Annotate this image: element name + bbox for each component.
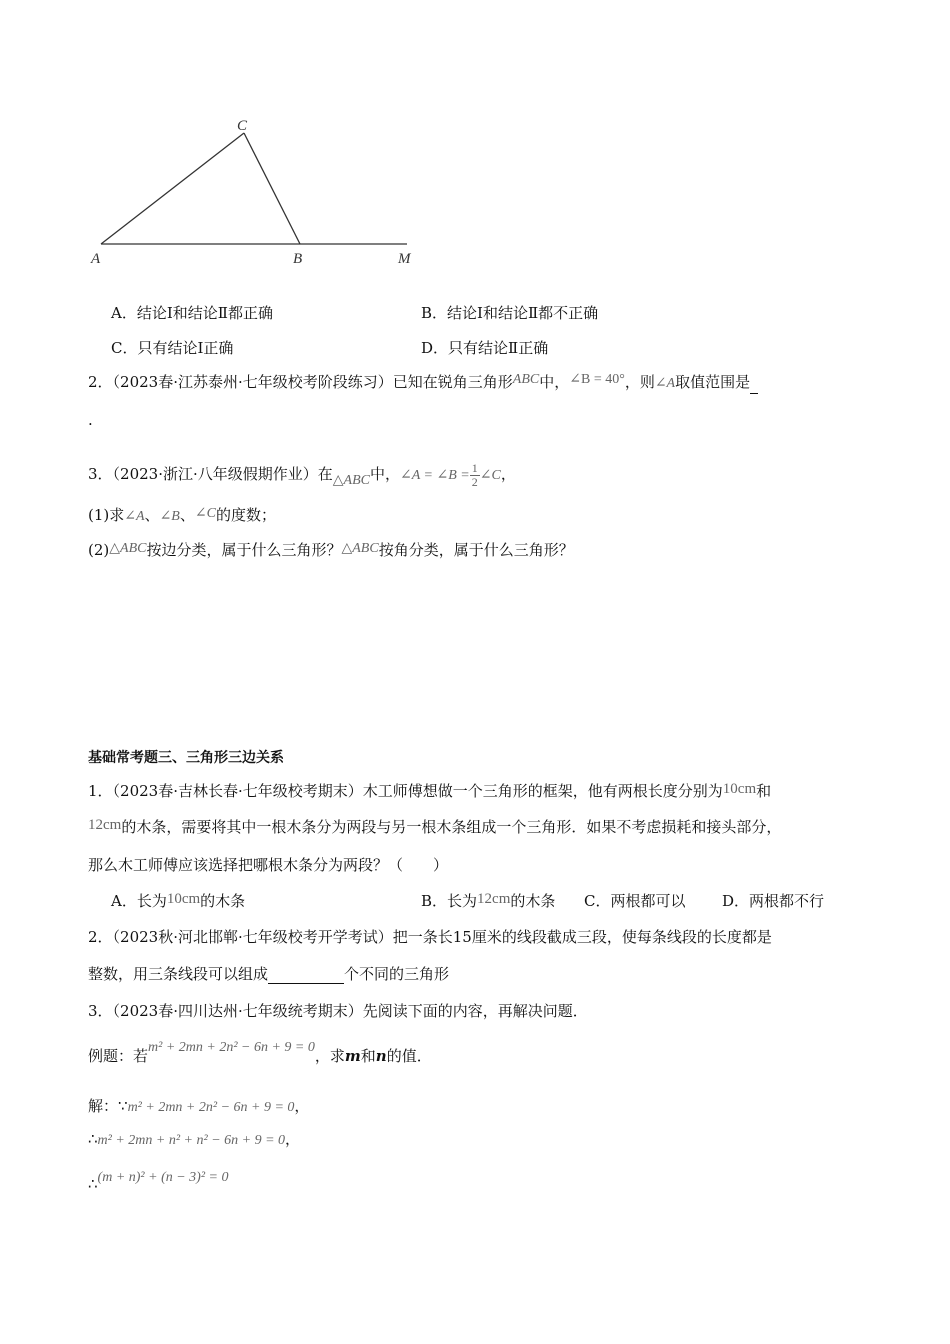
q3-text-1: 在 <box>317 465 333 483</box>
label-b: B <box>293 251 303 267</box>
s2-text-3: 个不同的三角形 <box>344 965 450 983</box>
s3-example-label: 例题：若 <box>88 1047 149 1065</box>
s2-line-2 <box>88 964 449 984</box>
option-c: C．只有结论Ⅰ正确 <box>111 339 234 357</box>
q3-sub1-sep-1: 、 <box>144 506 160 524</box>
therefore-symbol-2: ∴ <box>88 1175 98 1193</box>
s2-text-2: 整数，用三条线段可以组成 <box>88 965 269 983</box>
q3-sub1-angle-b: ∠B <box>159 509 180 524</box>
s1-line-2 <box>88 817 781 838</box>
s1-option-a-value: 10cm <box>166 891 201 907</box>
q3-subquestion-1 <box>88 505 276 527</box>
s1-option-b-pre: B．长为 <box>421 892 478 910</box>
triangle-figure <box>85 110 425 270</box>
question-3 <box>88 458 516 490</box>
q3-sub2-triangle-2: △ABC <box>341 541 379 556</box>
q3-sub2-text-2: 按角分类，属于什么三角形？ <box>378 541 574 559</box>
s1-text-1: 木工师傅想做一个三角形的框架，他有两根长度分别为 <box>362 782 723 800</box>
q3-subquestion-2 <box>88 540 574 562</box>
option-a: A．结论Ⅰ和结论Ⅱ都正确 <box>111 304 273 322</box>
q3-sub1-sep-2: 、 <box>179 506 195 524</box>
q3-fraction-numerator: 1 <box>471 460 478 475</box>
s3-text-1: 先阅读下面的内容，再解决问题． <box>362 1002 588 1020</box>
triangle-lines <box>101 133 407 244</box>
s3-line-1 <box>88 1001 588 1021</box>
q2-answer-blank[interactable] <box>750 375 758 394</box>
question-2 <box>88 372 758 394</box>
q3-sub2-text-1: 按边分类，属于什么三角形？ <box>146 541 342 559</box>
q3-sub1-end: 的度数； <box>215 506 276 524</box>
s1-option-c: C．两根都可以 <box>584 892 686 910</box>
label-c: C <box>237 118 248 134</box>
q3-math-triangle: △ABC <box>332 473 370 488</box>
s3-example-text-2: ，求 <box>314 1047 345 1065</box>
q2-text-4: 取值范围是 <box>675 373 751 391</box>
s1-option-a <box>111 891 245 912</box>
label-m: M <box>398 251 411 267</box>
q3-fraction <box>470 462 480 489</box>
option-b: B．结论Ⅰ和结论Ⅱ都不正确 <box>421 304 599 322</box>
q3-source: （2023·浙江·八年级假期作业） <box>112 465 318 483</box>
s1-source: （2023春·吉林长春·七年级校考期末） <box>112 782 363 800</box>
s2-text-1: 把一条长15厘米的线段截成三段，使每条线段的长度都是 <box>392 928 772 946</box>
q2-math-angle-b: ∠B = 40° <box>569 372 625 387</box>
q2-text-1: 已知在锐角三角形 <box>392 373 513 391</box>
q3-math-angle-c: ∠C <box>479 468 501 483</box>
s2-source: （2023秋·河北邯郸·七年级校考开学考试） <box>112 928 393 946</box>
s3-var-n: n <box>375 1047 387 1065</box>
q2-number: 2． <box>88 373 113 391</box>
s3-example-text-3: 的值． <box>386 1047 432 1065</box>
s3-solution-line-2 <box>88 1129 300 1151</box>
s3-solution-line-3 <box>88 1166 229 1193</box>
s1-option-a-pre: A．长为 <box>111 892 167 910</box>
q2-tail: . <box>88 411 93 429</box>
s3-solution-label: 解： <box>88 1097 119 1115</box>
s1-option-b <box>421 891 555 912</box>
therefore-symbol-1: ∴ <box>88 1130 98 1148</box>
s3-solution-line-1 <box>88 1096 309 1118</box>
q2-math-abc: ABC <box>512 372 540 387</box>
s3-example-equation: m² + 2mn + 2n² − 6n + 9 = 0 <box>148 1040 315 1055</box>
s3-and: 和 <box>360 1047 376 1065</box>
label-a: A <box>91 251 101 267</box>
s2-line-1 <box>88 927 772 947</box>
q3-sub2-triangle-1: △ABC <box>109 541 147 556</box>
q2-text-2: 中， <box>539 373 570 391</box>
option-d: D．只有结论Ⅱ正确 <box>421 339 549 357</box>
s2-number: 2． <box>88 928 113 946</box>
s3-var-m: m <box>344 1047 361 1065</box>
s1-number: 1． <box>88 782 113 800</box>
q3-text-3: ， <box>500 465 516 483</box>
q3-sub1-angle-a: ∠A <box>124 509 145 524</box>
q2-source: （2023春·江苏泰州·七年级校考阶段练习） <box>112 373 393 391</box>
q3-text-2: 中， <box>370 465 401 483</box>
segment-ac <box>101 133 244 244</box>
s1-text-3: 的木条，需要将其中一根木条分为两段与另一根木条组成一个三角形．如果不考虑损耗和接头部分， <box>121 818 782 836</box>
s3-equation-1: m² + 2mn + 2n² − 6n + 9 = 0 <box>127 1100 295 1115</box>
s2-answer-blank[interactable] <box>268 965 344 984</box>
s3-number: 3． <box>88 1002 113 1020</box>
s3-comma-2: ， <box>285 1130 301 1148</box>
q3-math-angles: ∠A = ∠B = <box>400 468 470 483</box>
q2-text-3: ，则 <box>624 373 655 391</box>
s3-equation-3: (m + n)² + (n − 3)² = 0 <box>97 1170 229 1185</box>
s1-value-1: 10cm <box>722 781 757 797</box>
s3-equation-2: m² + 2mn + n² + n² − 6n + 9 = 0 <box>97 1133 286 1148</box>
s1-line-1 <box>88 781 771 802</box>
q3-number: 3． <box>88 465 113 483</box>
s1-option-d: D．两根都不行 <box>722 892 825 910</box>
s1-value-2: 12cm <box>88 817 122 833</box>
s3-example <box>88 1040 432 1068</box>
q3-sub1-label: (1)求 <box>88 506 125 524</box>
s1-option-b-post: 的木条 <box>510 892 556 910</box>
s1-line-3: 那么木工师傅应该选择把哪根木条分为两段？（ ） <box>88 856 449 874</box>
s1-option-b-value: 12cm <box>477 891 511 907</box>
s3-source: （2023春·四川达州·七年级统考期末） <box>112 1002 363 1020</box>
because-symbol: ∵ <box>118 1097 128 1115</box>
q3-sub1-angle-c: ∠C <box>194 506 216 521</box>
q3-fraction-denominator: 2 <box>471 474 478 489</box>
q3-sub2-label: (2) <box>88 541 110 559</box>
s1-text-2: 和 <box>756 782 772 800</box>
s3-comma-1: ， <box>294 1097 310 1115</box>
segment-cb <box>244 133 300 244</box>
s1-option-a-post: 的木条 <box>200 892 246 910</box>
section-title: 基础常考题三、三角形三边关系 <box>88 750 284 766</box>
q2-math-angle-a: ∠A <box>654 376 676 391</box>
